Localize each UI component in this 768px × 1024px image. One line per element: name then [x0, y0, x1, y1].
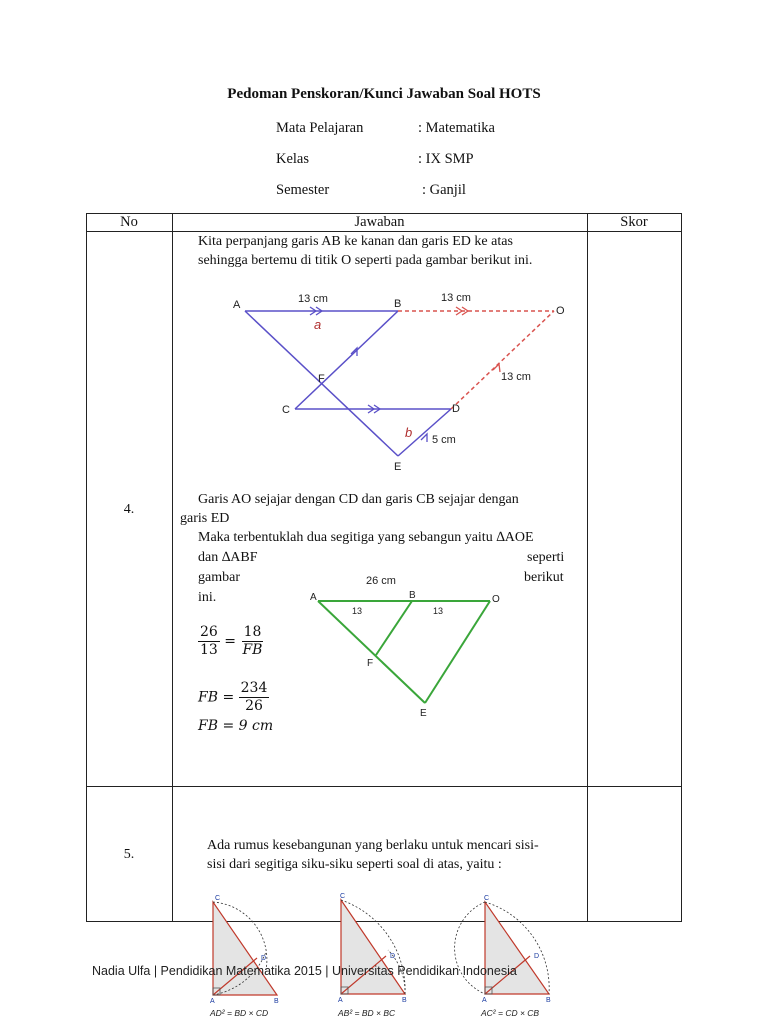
meta-label-semester: Semester	[276, 182, 330, 198]
header-skor: Skor	[620, 214, 648, 230]
row4-similar-line1: Maka terbentuklah dua segitiga yang sebangun yaitu ∆AOE	[198, 530, 534, 545]
fig3a-point-c: C	[215, 895, 221, 902]
eq1-denominator-left: 13	[200, 642, 218, 658]
row5-number: 5.	[123, 847, 135, 862]
fig3b-point-d: D	[390, 953, 396, 960]
eq2-numerator: 234	[240, 680, 268, 696]
document-title: Pedoman Penskoran/Kunci Jawaban Soal HOTS	[227, 86, 541, 102]
label-bo-length: 13 cm	[441, 292, 471, 304]
fig3c-point-d: D	[534, 953, 540, 960]
fig3b-point-b: B	[402, 997, 407, 1004]
eq1-numerator-right: 18	[243, 624, 262, 640]
point-f-label: F	[318, 373, 325, 385]
table-col-divider-2	[587, 213, 588, 922]
row4-intro-line2: sehingga bertemu di titik O seperti pada gambar berikut ini.	[198, 253, 533, 268]
point-a-label: A	[233, 299, 241, 311]
label-ab-length: 13 cm	[298, 293, 328, 305]
page-footer: Nadia Ulfa | Pendidikan Matematika 2015 | Universitas Pendidikan Indonesia	[92, 964, 517, 978]
meta-label-class: Kelas	[276, 151, 310, 167]
right-triangle-2	[337, 893, 407, 1018]
point-c-label: C	[282, 404, 290, 416]
row4-parallel-line2: garis ED	[180, 511, 230, 526]
table-row-divider	[86, 786, 682, 787]
point-a-label: A	[310, 592, 317, 603]
label-do-length: 13 cm	[501, 371, 531, 383]
header-no: No	[120, 214, 138, 230]
label-de-length: 5 cm	[432, 434, 456, 446]
row4-similar-left-3: ini.	[198, 590, 217, 605]
equation-ratio: $\frac{26}{13}$ = $\frac{18}{FB}$	[200, 624, 263, 658]
fig3b-caption: AB² = BD × BC	[338, 1008, 396, 1018]
angle-b-label: b	[405, 425, 413, 440]
row4-parallel-line1: Garis AO sejajar dengan CD dan garis CB sejajar dengan	[198, 492, 519, 507]
row4-number: 4.	[123, 502, 135, 517]
eq2-lhs: FB =	[198, 689, 235, 706]
point-f-label: F	[367, 658, 374, 669]
meta-value-subject: : Matematika	[418, 120, 495, 136]
table-border-left	[86, 213, 87, 922]
fig3c-point-c: C	[484, 895, 490, 902]
fig3a-point-d: D	[261, 955, 267, 962]
table-border-right	[681, 213, 682, 922]
eq1-denominator-right: FB	[242, 642, 263, 658]
segment-bc	[295, 311, 398, 409]
eq1-numerator-left: 26	[200, 624, 218, 640]
extension-do	[451, 311, 554, 409]
equation-fb-result: FB = 9 cm	[198, 718, 274, 734]
row4-similar-right-2: berikut	[524, 570, 564, 585]
label-ao-length: 26 cm	[366, 575, 396, 587]
meta-value-class: : IX SMP	[418, 151, 474, 167]
figure-similar-triangles	[300, 570, 522, 722]
angle-a-label: a	[314, 317, 322, 332]
meta-label-subject: Mata Pelajaran	[276, 120, 364, 136]
row5-line2: sisi dari segitiga siku-siku seperti soal di atas, yaitu :	[207, 857, 502, 872]
figure-right-triangle-formulas	[200, 890, 570, 1024]
meta-value-semester: : Ganjil	[422, 182, 466, 198]
row5-line1: Ada rumus kesebangunan yang berlaku untuk mencari sisi-	[207, 838, 539, 853]
fig3a-point-b: B	[274, 998, 279, 1005]
fig3c-caption: AC² = CD × CB	[481, 1008, 540, 1018]
fig3a-point-a: A	[210, 998, 215, 1005]
point-d-label: D	[452, 403, 460, 415]
segment-bf	[376, 601, 412, 655]
fig3c-point-a: A	[482, 997, 487, 1004]
header-jawaban: Jawaban	[354, 214, 405, 230]
point-o-label: O	[556, 305, 565, 317]
row4-intro-line1: Kita perpanjang garis AB ke kanan dan garis ED ke atas	[198, 234, 513, 249]
equation-fb-fraction	[198, 680, 269, 715]
right-triangle-3	[455, 895, 551, 1018]
point-o-label: O	[492, 594, 500, 605]
fig3b-point-a: A	[338, 997, 343, 1004]
point-e-label: E	[420, 708, 427, 719]
point-e-label: E	[394, 461, 402, 473]
segment-oe	[425, 601, 490, 703]
right-triangle-1	[209, 895, 279, 1018]
table-col-divider-1	[172, 213, 173, 922]
row4-similar-left-2: gambar	[198, 570, 240, 585]
fig3c-point-b: B	[546, 997, 551, 1004]
fig3b-point-c: C	[340, 893, 346, 900]
point-b-label: B	[394, 298, 402, 310]
row4-similar-right-1: seperti	[527, 550, 565, 565]
point-b-label: B	[409, 590, 416, 601]
label-bo-length: 13	[433, 606, 444, 616]
eq2-denominator: 26	[245, 698, 263, 714]
figure-extended-triangle	[198, 278, 586, 484]
label-ab-length: 13	[352, 606, 363, 616]
row4-similar-left-1: dan ∆ABF	[198, 550, 258, 565]
segment-ae	[318, 601, 425, 703]
fig3a-caption: AD² = BD × CD	[210, 1008, 269, 1018]
